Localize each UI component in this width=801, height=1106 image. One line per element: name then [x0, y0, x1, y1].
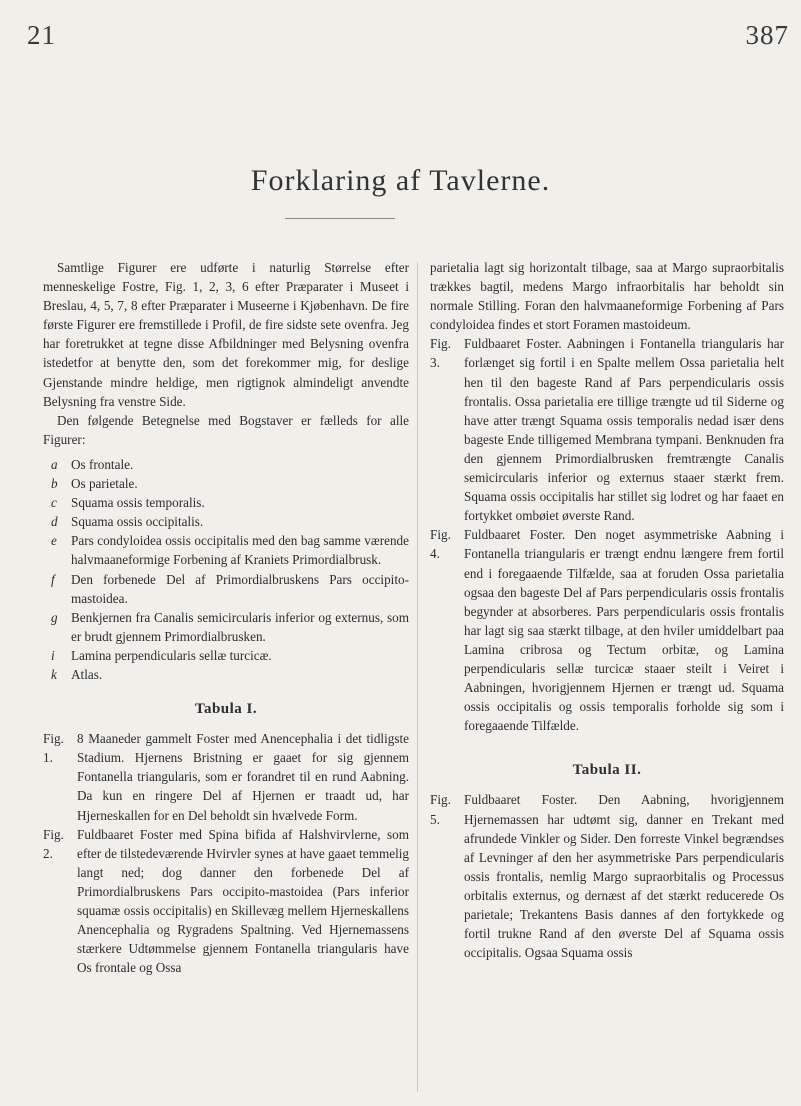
legend-letter: d [51, 514, 58, 530]
left-column [43, 258, 409, 977]
figure-text: Fuldbaaret Foster. Den Aabning, hvorigjennem Hjernemassen har udtømt sig, danner en Trekant med afrundede Vinkler og Sider. Den forreste Vinkel begrændses af Levninger af den her asymmetriske Pars perpendicularis ossis frontalis, nemlig Margo supraorbitalis og Processus orbitalis externus, og dernæst af det stærkt reducerede Os parietale; Trekantens Basis dannes af den fortykkede og fortil trukne Rand af den øverste Del af Squama ossis occipitalis. Ogsaa Squama ossis [464, 792, 784, 961]
right-column [430, 258, 784, 962]
figure-label: Fig. 4. [430, 527, 451, 562]
figure-description [430, 525, 784, 735]
legend-letter: a [51, 456, 58, 472]
legend-item [43, 646, 409, 665]
figure-label: Fig. 1. [43, 731, 64, 766]
figure-text: 8 Maaneder gammelt Foster med Anencephalia i det tidligste Stadium. Hjernens Bristning er gaaet for sig gjennem Fontanella triangularis, som er forandret til en rund Aabning. Da kun en ringere Del af Hjernen er traadt ud, har Hjerneskallen for en Del beholdt sin hvælvede Form. [77, 731, 409, 823]
figure-label: Fig. 3. [430, 336, 451, 371]
letter-legend [43, 455, 409, 684]
legend-item [43, 493, 409, 512]
figure-description [43, 825, 409, 978]
page-number-left: 21 [27, 20, 56, 50]
continuation-paragraph: parietalia lagt sig horizontalt tilbage, saa at Margo supraorbitalis trækkes bagtil, medens Margo infraorbitalis har beholdt sin normale Stilling. Foran den halvmaaneformige Forbening af Pars condyloidea findes et stort Foramen mastoideum. [430, 260, 784, 333]
section-heading-tabula-1: Tabula I. [194, 701, 258, 718]
intro-paragraph: Samtlige Figurer ere udførte i naturlig Størrelse efter menneskelige Fostre, Fig. 1, 2, 3, 6 efter Præparater i Museet i Breslau, 4, 5, 7, 8 efter Præparater i Museerne i Kjøbenhavn. De fire første Figurer ere fremstillede i Profil, de fire sidste sete ovenfra. Jeg har foretrukket at tegne disse Afbildninger med Belysning ovenfra istedetfor at benytte den, som det forekommer mig, for deslige Gjenstande mindre heldige, men rigtignok almindeligt anvendte Belysning fra venstre Side. [43, 260, 409, 409]
legend-text: Squama ossis occipitalis. [71, 514, 204, 530]
legend-item [43, 531, 409, 569]
figure-text: Fuldbaaret Foster. Aabningen i Fontanella triangularis har forlænget sig fortil i en Spalte mellem Ossa parietalia helt hen til den bageste Rand af Pars perpendicularis ossis frontalis. Ossa parietalia ere tillige trængte ud til Siderne og have atter trængt Squama ossis temporalis nedad især dens bageste Ende tilligemed Membrana tympani. Benknuden fra den gjennem Primordialbrusken fremtrængte Canalis semicircularis inferior og externus staaer stærkt frem. Squama ossis occipitalis har stillet sig lodret og har faaet en fortykket ombøiet øverste Rand. [464, 336, 784, 524]
legend-letter: k [51, 666, 57, 682]
legend-letter: e [51, 533, 57, 549]
legend-intro: Den følgende Betegnelse med Bogstaver er fælleds for alle Figurer: [43, 412, 409, 447]
legend-letter: b [51, 476, 58, 492]
figure-description [430, 790, 784, 962]
page-number-right: 387 [745, 20, 789, 50]
legend-text: Squama ossis temporalis. [71, 495, 205, 511]
legend-letter: f [51, 571, 55, 587]
legend-letter: i [51, 647, 55, 663]
figure-label: Fig. 5. [430, 792, 451, 827]
figure-description [430, 334, 784, 525]
legend-letter: g [51, 609, 58, 625]
legend-text: Pars condyloidea ossis occipitalis med den bag samme værende halvmaaneformige Forbening af Kraniets Primordialbrusk. [71, 533, 409, 568]
legend-item [43, 608, 409, 646]
legend-letter: c [51, 495, 57, 511]
legend-item [43, 455, 409, 474]
legend-item [43, 474, 409, 493]
legend-text: Os parietale. [71, 476, 138, 492]
title-rule [285, 218, 395, 219]
figure-text: Fuldbaaret Foster med Spina bifida af Halshvirvlerne, som efter de tilstedeværende Hvirvler synes at have gaaet temmelig langt ned; dog danner den forbenede Del af Primordialbruskens Pars occipito-mastoidea (Pars inferior squamæ ossis occipitalis) en Skillevæg mellem Hjerneskallens Anencephalia og Rygradens Spaltning. Ved Hjernemassens stærkere Udtømmelse gjennem Fontanella triangularis have Os frontale og Ossa [77, 826, 409, 976]
legend-item [43, 570, 409, 608]
section-heading-tabula-2: Tabula II. [572, 762, 642, 779]
legend-text: Lamina perpendicularis sellæ turcicæ. [71, 647, 272, 663]
legend-text: Atlas. [71, 666, 103, 682]
legend-text: Benkjernen fra Canalis semicircularis inferior og externus, som er brudt gjennem Primordialbrusken. [71, 609, 409, 644]
legend-item [43, 512, 409, 531]
figure-description [43, 729, 409, 824]
figure-text: Fuldbaaret Foster. Den noget asymmetriske Aabning i Fontanella triangularis er trængt endnu længere frem fortil end i foregaaende Tilfælde, saa at foruden Ossa parietalia ogsaa den bageste Del af Pars perpendicularis ossis frontalis begynder at absorberes. Pars perpendicularis ossis frontalis har lagt sig saa stærkt tilbage, at den hviler umiddelbart paa Lamina cribrosa og Tectum orbitæ, og Lamina perpendicularis sellæ turcicæ staaer steilt i Veiret i Aabningen, hvorigjennem Hjernen er trængt ud. Squama ossis occipitalis og ossis temporalis forholde sig som i foregaaende Tilfælde. [464, 527, 784, 734]
column-divider [417, 262, 418, 1092]
legend-text: Den forbenede Del af Primordialbruskens Pars occipito-mastoidea. [71, 571, 409, 606]
legend-item [43, 665, 409, 684]
figure-label: Fig. 2. [43, 826, 64, 861]
legend-text: Os frontale. [71, 456, 134, 472]
page-title: Forklaring af Tavlerne. [250, 164, 551, 197]
